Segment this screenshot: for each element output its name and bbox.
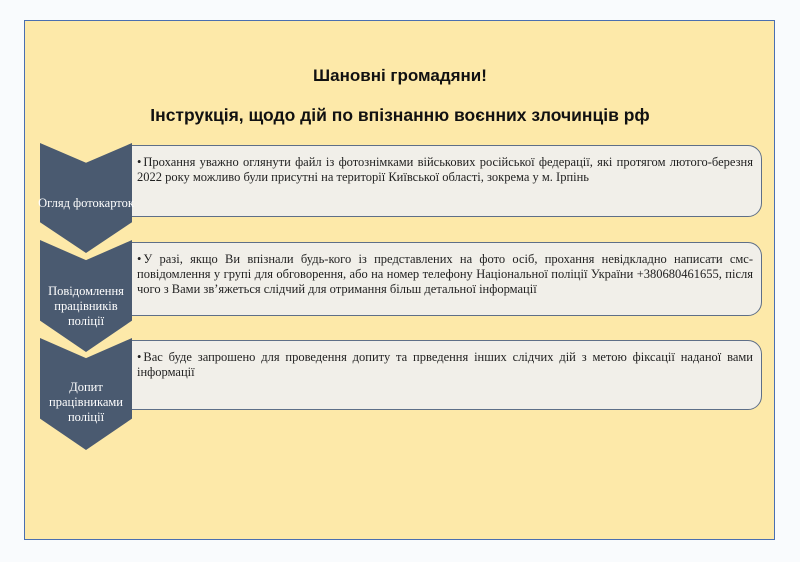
step-3-text: Вас буде запрошено для проведення допиту та прведення інших слідчих дій з метою фіксації наданої вами інформації bbox=[137, 350, 753, 379]
step-3-description bbox=[128, 340, 762, 410]
step-2-description bbox=[128, 242, 762, 316]
bullet: • bbox=[137, 155, 142, 169]
step-1-text: Прохання уважно оглянути файл із фотознімками військових російської федерації, які протягом лютого-березня 2022 року можливо були присутні на території Київської області, зокрема у м. Ірпінь bbox=[137, 155, 753, 184]
step-1-description bbox=[128, 145, 762, 217]
step-3-label: Допит працівниками поліції bbox=[49, 380, 123, 424]
bullet: • bbox=[137, 252, 142, 266]
step-2-text: У разі, якщо Ви впізнали будь-кого із представлених на фото осіб, прохання невідкладно написати смс-повідомлення у групі для обговорення, або на номер телефону Національної поліції України +380680461655, після чого з Вами зв’яжеться слідчий для отримання більш детальної інформації bbox=[137, 252, 753, 296]
page-title: Шановні громадяни! bbox=[313, 66, 487, 85]
step-1-label: Огляд фотокарток bbox=[38, 196, 134, 210]
step-2-label: Повідомлення працівників поліції bbox=[48, 284, 124, 328]
bullet: • bbox=[137, 350, 142, 364]
page-subtitle: Інструкція, щодо дій по впізнанню воєнних злочинців рф bbox=[150, 105, 650, 125]
